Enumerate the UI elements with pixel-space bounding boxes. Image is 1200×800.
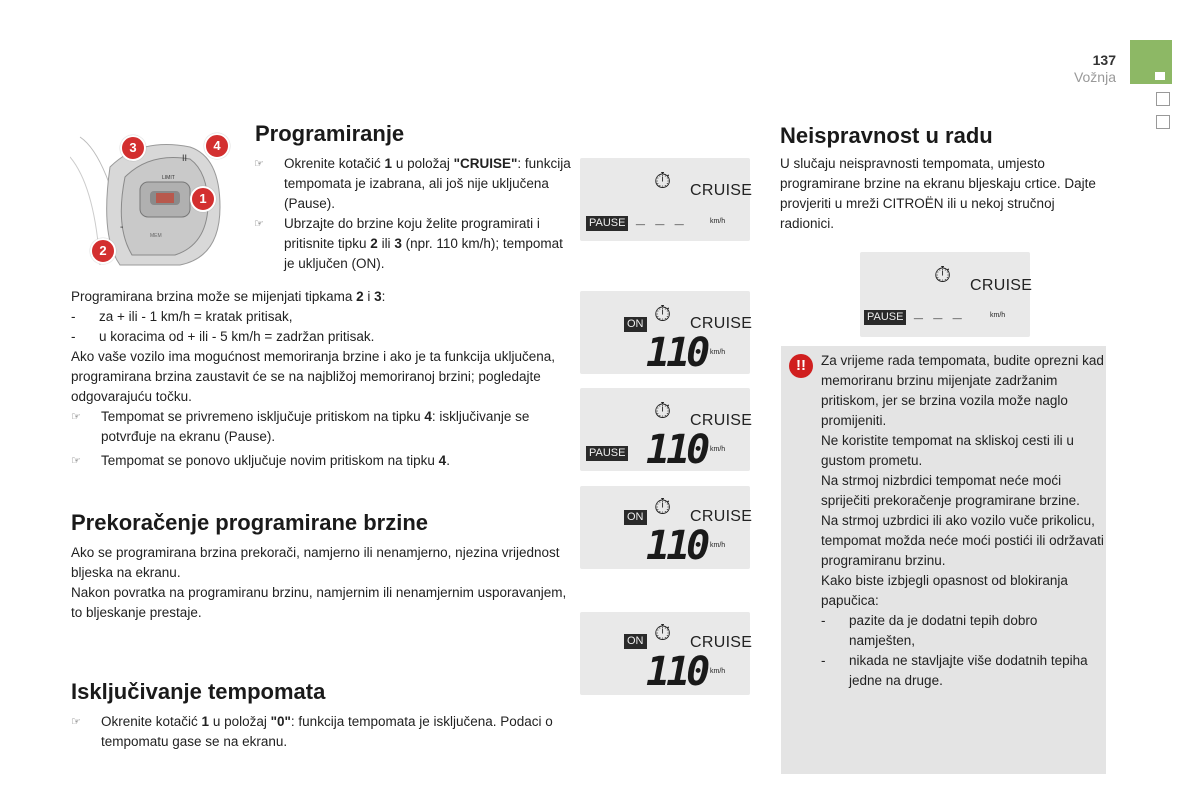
speed-value: 110	[646, 523, 707, 569]
speed-value: 110	[646, 330, 707, 376]
kmh-label: km/h	[710, 668, 726, 675]
speedometer-icon: ⏱	[654, 620, 672, 645]
programiranje-bullets	[254, 154, 574, 274]
page-number: 137	[1092, 52, 1116, 68]
pointer-icon: ☞	[254, 158, 264, 170]
speedometer-icon: ⏱	[654, 494, 672, 519]
paragraph: Nakon povratka na programiranu brzinu, namjernim ili nenamjernim usporavanjem, to bljeskanje prestaje.	[71, 585, 567, 620]
bullet-item: ☞ Ubrzajte do brzine koju želite programirati i pritisnite tipku 2 ili 3 (npr. 110 km/h); tempomat je uključen (ON).	[254, 216, 563, 271]
kmh-label: km/h	[710, 542, 726, 549]
display-on-speed	[580, 291, 753, 376]
on-tag: ON	[624, 634, 647, 649]
bullet-item: ☞ Okrenite kotačić 1 u položaj "0": funkcija tempomata je isključena. Podaci o tempomatu gase se na ekranu.	[71, 714, 553, 749]
kmh-label: km/h	[710, 349, 726, 356]
bullet-item: ☞ Tempomat se privremeno isključuje pritiskom na tipku 4: isključivanje se potvrđuje na ekranu (Pause).	[71, 409, 530, 444]
display-on-speed	[580, 486, 753, 569]
iskljucivanje-body	[71, 712, 571, 752]
bullet-item: ☞ Okrenite kotačić 1 u položaj "CRUISE": funkcija tempomata je izabrana, ali još nije uključena (Pause).	[254, 156, 571, 211]
callout-2: 2	[90, 238, 116, 264]
on-tag: ON	[624, 317, 647, 332]
speedometer-icon: ⏱	[934, 262, 952, 287]
callout-1: 1	[190, 186, 216, 212]
neispravnost-text: U slučaju neispravnosti tempomata, umjesto programirane brzine na ekranu bljeskaju crtice. Dajte provjeriti u mreži CITROËN ili u nekoj stručnoj radionici.	[780, 156, 1096, 231]
pointer-icon: ☞	[71, 411, 81, 423]
dash-item: - nikada ne stavljajte više dodatnih tepiha jedne na druge.	[821, 653, 1088, 688]
warning-box	[781, 346, 1106, 774]
svg-text:LIMIT: LIMIT	[162, 175, 175, 181]
programiranje-body	[71, 287, 576, 471]
kmh-label: km/h	[710, 218, 726, 225]
speed-dashes: _ _ _	[914, 304, 965, 321]
display-pause-dashes	[580, 158, 753, 241]
speed-dashes: _ _ _	[636, 210, 687, 227]
display-fault-dashes	[860, 252, 1033, 337]
kmh-label: km/h	[990, 312, 1006, 319]
section-marker	[1156, 115, 1170, 129]
cruise-label: CRUISE	[690, 508, 753, 525]
pointer-icon: ☞	[71, 455, 81, 467]
dash-item: - pazite da je dodatni tepih dobro namješten,	[821, 613, 1038, 648]
pause-tag: PAUSE	[864, 310, 906, 325]
speed-value: 110	[646, 649, 707, 695]
section-tab-active	[1130, 40, 1172, 84]
cruise-label: CRUISE	[690, 182, 753, 199]
paragraph: Ako vaše vozilo ima mogućnost memoriranja brzine i ako je ta funkcija uključena, programirana brzina zaustavit će se na najbližoj memoriranoj brzini; pogledajte odgovarajuću točku.	[71, 349, 555, 404]
speedometer-icon: ⏱	[654, 168, 672, 193]
heading-neispravnost: Neispravnost u radu	[780, 123, 993, 148]
warning-text: Za vrijeme rada tempomata, budite oprezni kad memoriranu brzinu mijenjate zadržanim pritiskom, jer se brzina vozila može naglo promijeniti. Ne koristite tempomat na skliskoj cesti ili u gustom prometu. Na strmoj nizbrdici tempomat neće moći spriječiti prekoračenje programirane brzine. Na strmoj uzbrdici ili ako vozilo vuče prikolicu, tempomat možda neće moći postići ili održavati programiranu brzinu. Kako biste izbjegli opasnost od blokiranja papučica:	[821, 353, 1104, 608]
svg-text:-: -	[120, 222, 124, 233]
on-tag: ON	[624, 510, 647, 525]
callout-3: 3	[120, 135, 146, 161]
warning-content	[821, 351, 1106, 691]
callout-4: 4	[204, 133, 230, 159]
pointer-icon: ☞	[254, 218, 264, 230]
dash-item: - u koracima od + ili - 5 km/h = zadržan pritisak.	[71, 329, 375, 344]
cruise-label: CRUISE	[690, 634, 753, 651]
display-on-speed	[580, 612, 753, 695]
heading-iskljucivanje: Isključivanje tempomata	[71, 679, 326, 704]
display-pause-speed	[580, 388, 753, 473]
bullet-item: ☞ Tempomat se ponovo uključuje novim pritiskom na tipku 4.	[71, 451, 576, 471]
paragraph: Ako se programirana brzina prekorači, namjerno ili nenamjerno, njezina vrijednost bljeska na ekranu.	[71, 545, 560, 580]
kmh-label: km/h	[710, 446, 726, 453]
svg-text:MEM: MEM	[150, 233, 162, 239]
pause-tag: PAUSE	[586, 216, 628, 231]
pause-tag: PAUSE	[586, 446, 628, 461]
cruise-label: CRUISE	[970, 277, 1033, 294]
section-marker	[1156, 92, 1170, 106]
speed-value: 110	[646, 427, 707, 473]
pointer-icon: ☞	[71, 716, 81, 728]
heading-programiranje: Programiranje	[255, 121, 405, 146]
steering-control-figure	[70, 127, 232, 269]
speedometer-icon: ⏱	[654, 398, 672, 423]
svg-text:II: II	[182, 153, 188, 163]
cruise-label: CRUISE	[690, 412, 753, 429]
section-name: Vožnja	[1073, 69, 1116, 85]
dash-item: - za + ili - 1 km/h = kratak pritisak,	[71, 309, 293, 324]
heading-prekoracenje: Prekoračenje programirane brzine	[71, 510, 429, 535]
cruise-label: CRUISE	[690, 315, 753, 332]
prekoracenje-body	[71, 543, 571, 623]
paragraph: Programirana brzina može se mijenjati tipkama 2 i 3:	[71, 289, 386, 304]
speedometer-icon: ⏱	[654, 301, 672, 326]
warning-icon: !!	[789, 354, 813, 378]
